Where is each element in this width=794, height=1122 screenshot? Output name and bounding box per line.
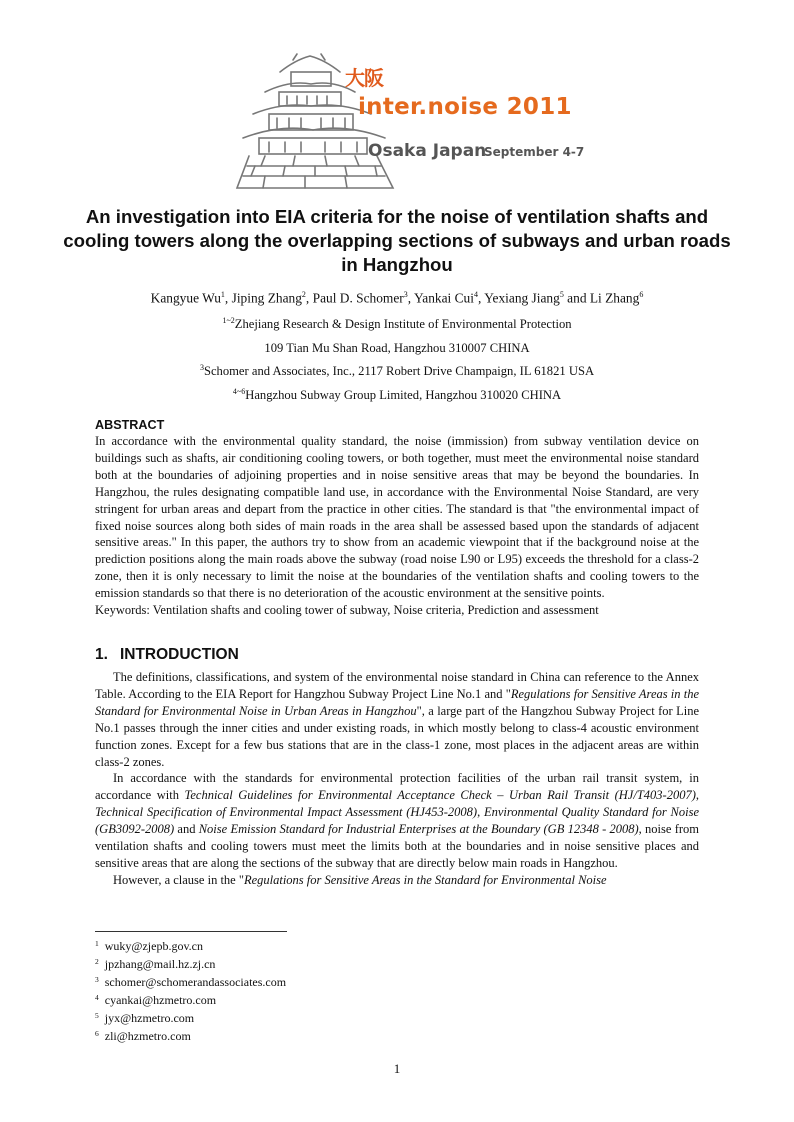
footnote-item [95,1026,286,1044]
affiliation-1 [60,316,734,332]
footnote-email: wuky@zjepb.gov.cn [104,939,203,953]
author-name: Li Zhang [589,290,640,306]
abstract-section [95,433,699,619]
footnote-item [95,972,286,990]
italic-citation: Regulations for Sensitive Areas in the Standard for Environmental Noise in Urban Areas in Hangzhou [95,686,699,718]
author-affiliation-marker: 2 [301,290,306,299]
footnote-number: 2 [95,957,99,966]
paper-title: An investigation into EIA criteria for the noise of ventilation shafts and cooling towers along the overlapping sections of subways and urban roads in Hangzhou [63,206,731,275]
affiliation-text: 109 Tian Mu Shan Road, Hangzhou 310007 CHINA [264,341,530,355]
author-affiliation-marker: 5 [559,290,564,299]
footnotes [95,936,286,1044]
logo-place: Osaka Japan [368,141,487,161]
author-name: Yankai Cui [413,290,474,306]
page-number: 1 [393,1061,401,1076]
logo-dates: September 4-7 [484,145,585,159]
text-run: , noise from ventilation shafts and cooling towers must meet the limits both at the boundaries and in noise sensitive places and sensitive areas that are along the sections of the subway that are directly below main roads in Hangzhou. [95,822,699,870]
italic-citation: Noise Emission Standard for Industrial Enterprises at the Boundary (GB 12348 - 2008) [198,822,639,837]
abstract-heading: ABSTRACT [95,418,165,432]
text-run: However, a clause in the " [113,872,244,887]
section-heading-introduction [95,646,239,664]
author-list [60,290,734,306]
author-name: Kangyue Wu [150,290,221,306]
text-run: and [174,822,199,837]
author-affiliation-marker: 4 [473,290,478,299]
italic-citation: Technical Specification of Environmental Impact Assessment (HJ453-2008) [95,805,478,820]
italic-citation: Regulations for Sensitive Areas in the Standard for Environmental Noise [243,872,607,887]
italic-citation: Technical Guidelines for Environmental Acceptance Check – Urban Rail Transit (HJ/T403-2007) [184,788,696,803]
affiliation-text: Zhejiang Research & Design Institute of Environmental Protection [234,317,572,332]
logo-event-name: inter.noise 2011 [358,94,572,120]
text-run: ", a large part of the Hangzhou Subway Project for Line No.1 passes through the inner cities and under existing roads, in which mostly belong to class-4 acoustic environment function zones. Except for a few bus stations that are in the class-1 zone, most places in the adjacent areas are within class-2 zones. [95,703,699,769]
footnote-item [95,990,286,1008]
footnote-number: 5 [95,1011,99,1020]
section-title: INTRODUCTION [119,646,239,663]
footnote-email: cyankai@hzmetro.com [104,993,217,1007]
author-separator: , [477,290,485,306]
footnote-number: 1 [95,939,99,948]
footnote-number: 4 [95,993,99,1002]
affiliation-4 [60,387,734,403]
section-number: 1. [95,646,108,663]
text-run: , [695,788,699,803]
footnote-divider [95,931,287,932]
author-separator: , [224,290,232,306]
footnote-number: 6 [95,1029,99,1038]
footnote-email: schomer@schomerandassociates.com [104,975,287,989]
affiliation-marker: 1~2 [222,316,235,325]
author-separator: and [563,290,590,306]
intro-paragraph-2 [95,770,699,871]
text-run: In accordance with the standards for environmental protection facilities of the urban rail transit system, in accordance with [95,771,699,803]
footnote-email: jyx@hzmetro.com [104,1011,195,1025]
italic-citation: Environmental Quality Standard for Noise (GB3092-2008) [95,805,699,837]
author-affiliation-marker: 3 [403,290,408,299]
affiliation-text: Hangzhou Subway Group Limited, Hangzhou 310020 CHINA [245,388,562,403]
author-affiliation-marker: 1 [220,290,225,299]
footnote-item [95,936,286,954]
footnote-email: jpzhang@mail.hz.zj.cn [104,957,216,971]
text-run: The definitions, classifications, and system of the environmental noise standard in China can reference to the Annex Table. According to the EIA Report for Hangzhou Subway Project Line No.1 and " [95,670,699,701]
logo-kanji: 大阪 [345,66,383,90]
abstract-body: In accordance with the environmental quality standard, the noise (immission) from subway ventilation device on buildings such as shafts, air conditioning cooling towers, or both together, must meet the environmental noise standard both at the boundaries of adjoining properties and in noise sensitive areas that may be beyond the boundaries. In Hangzhou, the rules designating compatible land use, in accordance with the Environmental Noise Standard, are very stringent for urban areas and depart from the practice in other cities. The standard is that "the environmental impact of fixed noise sources along both sides of main roads in the area shall be assessed based upon the standards of adjacent sensitive areas." In this paper, the authors try to show from an academic viewpoint that if the background noise at the prediction positions along the main roads above the subway (road noise L90 or L95) exceeds the threshold for a class-2 zone, then it is only necessary to limit the noise at the boundaries of the ventilation shafts and cooling towers to the emission standards so that there is no deterioration of the acoustic environment at the sensitive points. [95,434,699,601]
footnote-number: 3 [95,975,99,984]
osaka-castle-logo-icon [225,52,585,192]
author-name: Paul D. Schomer [312,290,404,306]
affiliation-text: Schomer and Associates, Inc., 2117 Robert Drive Champaign, IL 61821 USA [203,364,595,379]
introduction-body [95,669,699,889]
keywords: Keywords: Ventilation shafts and cooling tower of subway, Noise criteria, Prediction and assessment [95,603,599,618]
author-name: Jiping Zhang [231,290,302,306]
author-affiliation-marker: 6 [639,290,644,299]
affiliation-3 [60,363,734,379]
affiliation-address [60,341,734,356]
intro-paragraph-1 [95,669,699,770]
text-run: , [477,805,484,820]
footnote-item [95,954,286,972]
author-separator: , [305,290,313,306]
author-separator: , [407,290,414,306]
affiliation-marker: 3 [199,363,204,372]
affiliation-marker: 4~6 [232,387,246,396]
footnote-item [95,1008,286,1026]
intro-paragraph-3 [95,872,699,889]
author-name: Yexiang Jiang [484,290,560,306]
footnote-email: zli@hzmetro.com [104,1029,191,1043]
